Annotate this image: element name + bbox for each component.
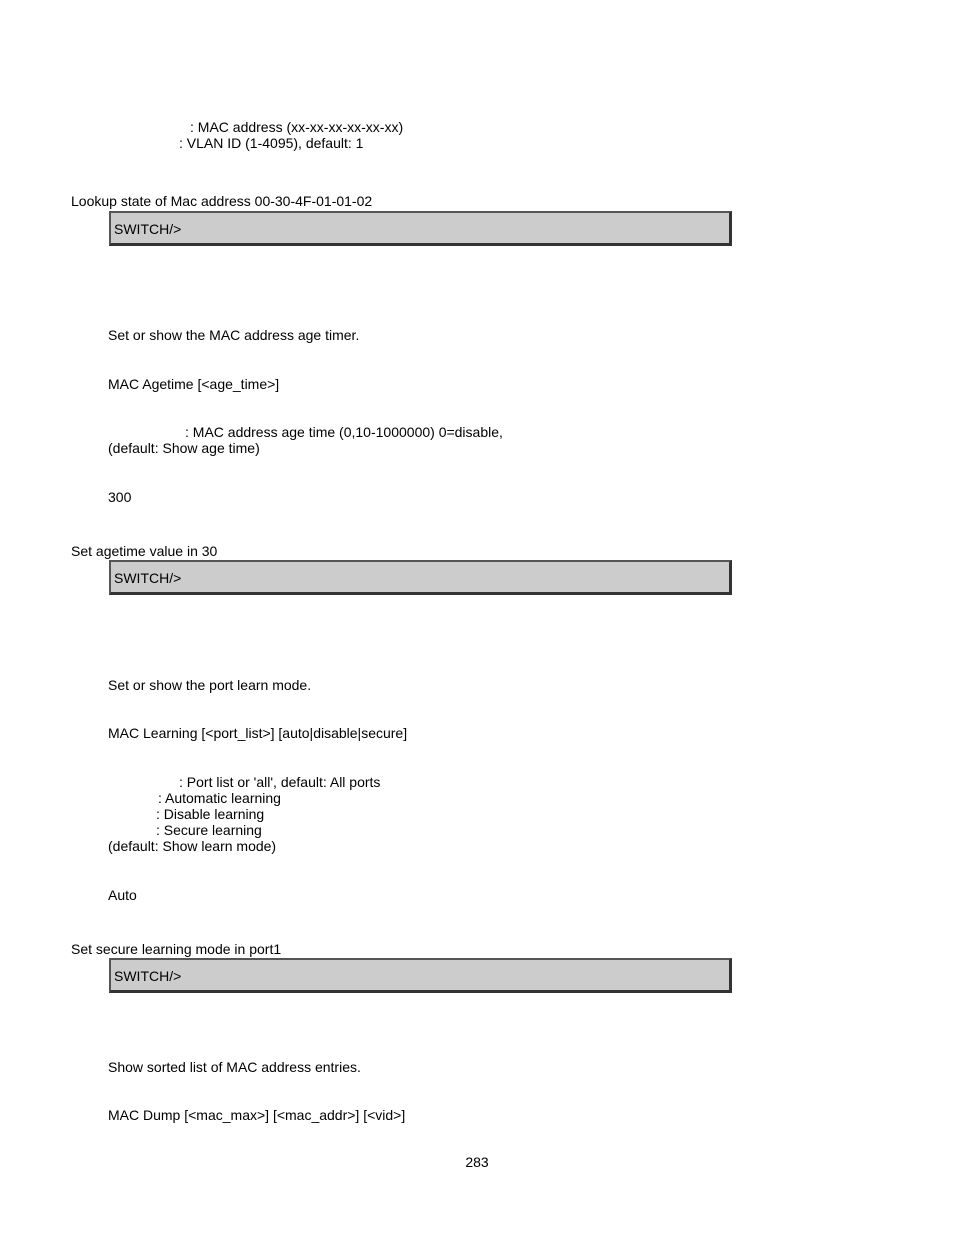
param-secure: : Secure learning [156, 822, 262, 838]
example-caption-lookup: Lookup state of Mac address 00-30-4F-01-01-02 [71, 193, 373, 209]
console-box-lookup [109, 211, 732, 246]
description-agetime: Set or show the MAC address age timer. [108, 327, 360, 343]
console-box-agetime [109, 560, 732, 595]
param-port-list: : Port list or 'all', default: All ports [179, 774, 381, 790]
syntax-agetime: MAC Agetime [<age_time>] [108, 376, 280, 392]
console-prompt: SWITCH/> [114, 221, 182, 237]
description-learning: Set or show the port learn mode. [108, 677, 312, 693]
param-disable: : Disable learning [156, 806, 265, 822]
param-vlan-id: : VLAN ID (1-4095), default: 1 [179, 135, 364, 151]
console-box-learning [109, 958, 732, 993]
default-value-learning: Auto [108, 887, 137, 903]
console-prompt: SWITCH/> [114, 570, 182, 586]
param-default-learning: (default: Show learn mode) [108, 838, 277, 854]
default-value-agetime: 300 [108, 489, 132, 505]
example-caption-agetime: Set agetime value in 30 [71, 543, 218, 559]
param-mac-address: : MAC address (xx-xx-xx-xx-xx-xx) [190, 119, 404, 135]
syntax-dump: MAC Dump [<mac_max>] [<mac_addr>] [<vid>] [108, 1107, 406, 1123]
page-number: 283 [465, 1154, 489, 1170]
description-dump: Show sorted list of MAC address entries. [108, 1059, 361, 1075]
param-age-time: : MAC address age time (0,10-1000000) 0=disable, [185, 424, 503, 440]
param-auto: : Automatic learning [158, 790, 281, 806]
param-default-agetime: (default: Show age time) [108, 440, 260, 456]
example-caption-learning: Set secure learning mode in port1 [71, 941, 282, 957]
console-prompt: SWITCH/> [114, 968, 182, 984]
syntax-learning: MAC Learning [<port_list>] [auto|disable|secure] [108, 725, 408, 741]
